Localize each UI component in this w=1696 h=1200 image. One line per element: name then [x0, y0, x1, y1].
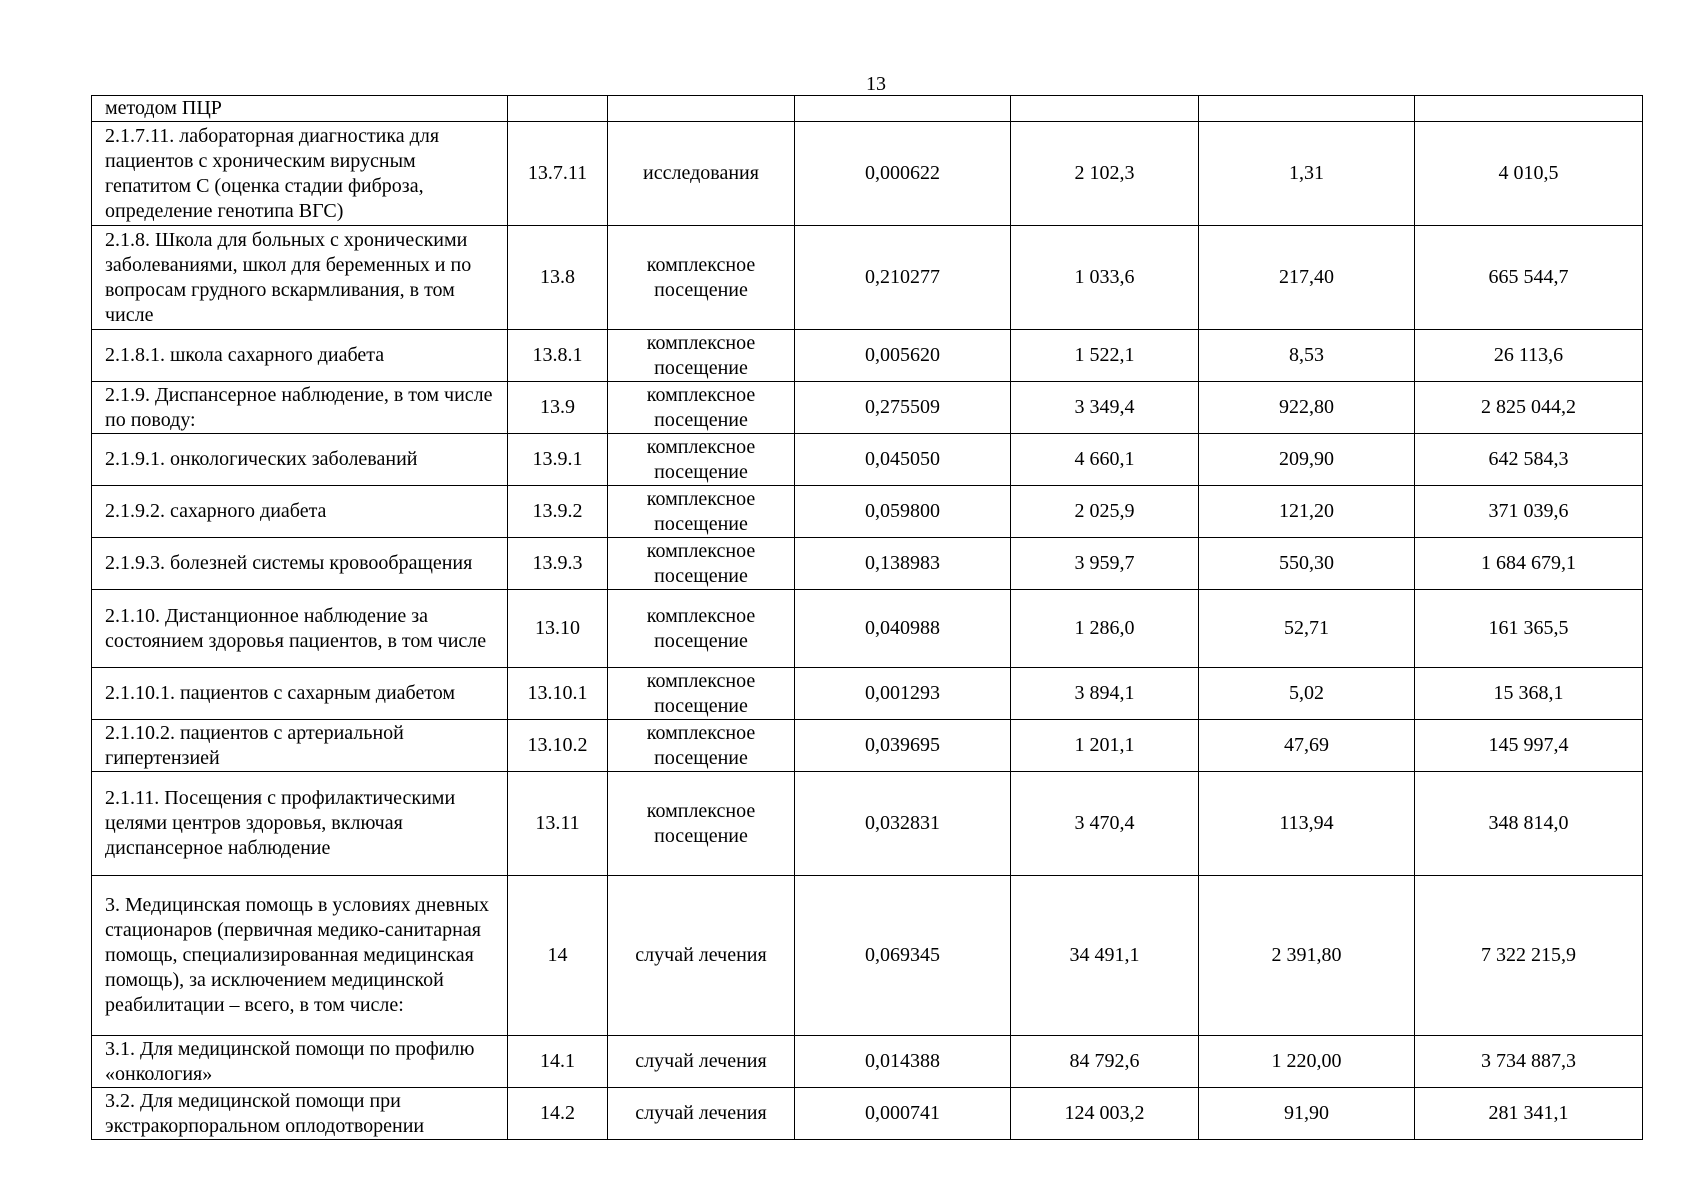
row-total-cell: 161 365,5	[1415, 590, 1643, 668]
row-code-cell: 13.7.11	[508, 122, 608, 226]
table-row	[92, 96, 1643, 122]
row-cost-cell: 1 522,1	[1011, 330, 1199, 382]
row-per-capita-cell: 5,02	[1199, 668, 1415, 720]
row-code-cell: 13.10.1	[508, 668, 608, 720]
row-total-cell	[1415, 96, 1643, 122]
table-row	[92, 486, 1643, 538]
row-name-cell: 2.1.10.1. пациентов с сахарным диабетом	[92, 668, 508, 720]
page-number: 13	[866, 73, 886, 95]
row-code-cell: 13.9.1	[508, 434, 608, 486]
row-norm-cell: 0,210277	[795, 226, 1011, 330]
table-body	[92, 96, 1643, 1140]
row-norm-cell: 0,014388	[795, 1036, 1011, 1088]
row-unit-cell: случай лечения	[608, 1088, 795, 1140]
row-norm-cell: 0,032831	[795, 772, 1011, 876]
row-norm-cell: 0,040988	[795, 590, 1011, 668]
row-unit-cell: комплексное посещение	[608, 382, 795, 434]
row-unit-cell: комплексное посещение	[608, 720, 795, 772]
row-cost-cell: 2 025,9	[1011, 486, 1199, 538]
row-total-cell: 3 734 887,3	[1415, 1036, 1643, 1088]
row-name-cell: 2.1.10.2. пациентов с артериальной гипертензией	[92, 720, 508, 772]
row-name-cell: 2.1.10. Дистанционное наблюдение за состоянием здоровья пациентов, в том числе	[92, 590, 508, 668]
row-name-cell: 2.1.9.2. сахарного диабета	[92, 486, 508, 538]
table-row	[92, 668, 1643, 720]
table-row	[92, 226, 1643, 330]
row-name-cell: 2.1.8.1. школа сахарного диабета	[92, 330, 508, 382]
table-row	[92, 330, 1643, 382]
row-cost-cell: 34 491,1	[1011, 876, 1199, 1036]
row-code-cell: 13.10.2	[508, 720, 608, 772]
row-cost-cell: 3 959,7	[1011, 538, 1199, 590]
row-code-cell: 14	[508, 876, 608, 1036]
row-per-capita-cell: 8,53	[1199, 330, 1415, 382]
row-total-cell: 15 368,1	[1415, 668, 1643, 720]
row-norm-cell: 0,069345	[795, 876, 1011, 1036]
row-cost-cell: 4 660,1	[1011, 434, 1199, 486]
row-cost-cell: 2 102,3	[1011, 122, 1199, 226]
row-per-capita-cell: 2 391,80	[1199, 876, 1415, 1036]
row-code-cell: 14.2	[508, 1088, 608, 1140]
table-row	[92, 1036, 1643, 1088]
row-per-capita-cell: 91,90	[1199, 1088, 1415, 1140]
row-per-capita-cell: 217,40	[1199, 226, 1415, 330]
row-unit-cell: комплексное посещение	[608, 330, 795, 382]
row-cost-cell: 1 286,0	[1011, 590, 1199, 668]
row-total-cell: 7 322 215,9	[1415, 876, 1643, 1036]
row-code-cell: 13.8	[508, 226, 608, 330]
row-code-cell: 13.8.1	[508, 330, 608, 382]
table-row	[92, 720, 1643, 772]
row-per-capita-cell: 1 220,00	[1199, 1036, 1415, 1088]
row-cost-cell: 1 033,6	[1011, 226, 1199, 330]
row-per-capita-cell: 922,80	[1199, 382, 1415, 434]
table-row	[92, 1088, 1643, 1140]
row-code-cell: 13.9.2	[508, 486, 608, 538]
row-code-cell: 14.1	[508, 1036, 608, 1088]
row-total-cell: 26 113,6	[1415, 330, 1643, 382]
row-name-cell: 2.1.9. Диспансерное наблюдение, в том числе по поводу:	[92, 382, 508, 434]
row-norm-cell	[795, 96, 1011, 122]
row-total-cell: 281 341,1	[1415, 1088, 1643, 1140]
row-name-cell: 3. Медицинская помощь в условиях дневных стационаров (первичная медико-санитарная помощь, специализированная медицинская помощь), за исключением медицинской реабилитации – всего, в том числе:	[92, 876, 508, 1036]
row-code-cell: 13.9	[508, 382, 608, 434]
row-name-cell: 2.1.11. Посещения с профилактическими целями центров здоровья, включая диспансерное наблюдение	[92, 772, 508, 876]
row-total-cell: 371 039,6	[1415, 486, 1643, 538]
row-per-capita-cell: 113,94	[1199, 772, 1415, 876]
row-name-cell: 3.2. Для медицинской помощи при экстракорпоральном оплодотворении	[92, 1088, 508, 1140]
row-norm-cell: 0,039695	[795, 720, 1011, 772]
table-row	[92, 382, 1643, 434]
row-norm-cell: 0,001293	[795, 668, 1011, 720]
row-cost-cell: 3 349,4	[1011, 382, 1199, 434]
row-cost-cell: 124 003,2	[1011, 1088, 1199, 1140]
table-row	[92, 434, 1643, 486]
table-row	[92, 538, 1643, 590]
row-per-capita-cell: 52,71	[1199, 590, 1415, 668]
row-name-cell: 2.1.9.1. онкологических заболеваний	[92, 434, 508, 486]
row-total-cell: 145 997,4	[1415, 720, 1643, 772]
row-name-cell: 2.1.7.11. лабораторная диагностика для пациентов с хроническим вирусным гепатитом С (оценка стадии фиброза, определение генотипа ВГС)	[92, 122, 508, 226]
row-unit-cell: комплексное посещение	[608, 434, 795, 486]
row-cost-cell: 3 894,1	[1011, 668, 1199, 720]
table-row	[92, 590, 1643, 668]
row-cost-cell	[1011, 96, 1199, 122]
row-total-cell: 2 825 044,2	[1415, 382, 1643, 434]
row-per-capita-cell: 121,20	[1199, 486, 1415, 538]
row-norm-cell: 0,000741	[795, 1088, 1011, 1140]
row-norm-cell: 0,138983	[795, 538, 1011, 590]
row-per-capita-cell: 209,90	[1199, 434, 1415, 486]
row-name-cell: 2.1.9.3. болезней системы кровообращения	[92, 538, 508, 590]
row-per-capita-cell	[1199, 96, 1415, 122]
row-unit-cell: случай лечения	[608, 876, 795, 1036]
row-unit-cell: комплексное посещение	[608, 590, 795, 668]
row-unit-cell: комплексное посещение	[608, 538, 795, 590]
row-total-cell: 642 584,3	[1415, 434, 1643, 486]
table-row	[92, 772, 1643, 876]
row-name-cell: методом ПЦР	[92, 96, 508, 122]
row-norm-cell: 0,059800	[795, 486, 1011, 538]
table-row	[92, 876, 1643, 1036]
row-per-capita-cell: 1,31	[1199, 122, 1415, 226]
row-cost-cell: 1 201,1	[1011, 720, 1199, 772]
row-total-cell: 4 010,5	[1415, 122, 1643, 226]
row-unit-cell: комплексное посещение	[608, 772, 795, 876]
row-per-capita-cell: 47,69	[1199, 720, 1415, 772]
row-code-cell: 13.9.3	[508, 538, 608, 590]
row-cost-cell: 3 470,4	[1011, 772, 1199, 876]
table-row	[92, 122, 1643, 226]
row-total-cell: 1 684 679,1	[1415, 538, 1643, 590]
row-name-cell: 3.1. Для медицинской помощи по профилю «онкология»	[92, 1036, 508, 1088]
data-table	[91, 95, 1643, 1140]
row-unit-cell: комплексное посещение	[608, 486, 795, 538]
row-code-cell	[508, 96, 608, 122]
row-total-cell: 665 544,7	[1415, 226, 1643, 330]
row-norm-cell: 0,275509	[795, 382, 1011, 434]
row-code-cell: 13.11	[508, 772, 608, 876]
row-per-capita-cell: 550,30	[1199, 538, 1415, 590]
row-cost-cell: 84 792,6	[1011, 1036, 1199, 1088]
row-norm-cell: 0,045050	[795, 434, 1011, 486]
row-code-cell: 13.10	[508, 590, 608, 668]
row-name-cell: 2.1.8. Школа для больных с хроническими заболеваниями, школ для беременных и по вопросам грудного вскармливания, в том числе	[92, 226, 508, 330]
row-unit-cell: исследования	[608, 122, 795, 226]
row-total-cell: 348 814,0	[1415, 772, 1643, 876]
row-unit-cell: комплексное посещение	[608, 226, 795, 330]
row-unit-cell	[608, 96, 795, 122]
row-unit-cell: случай лечения	[608, 1036, 795, 1088]
row-norm-cell: 0,005620	[795, 330, 1011, 382]
row-unit-cell: комплексное посещение	[608, 668, 795, 720]
row-norm-cell: 0,000622	[795, 122, 1011, 226]
